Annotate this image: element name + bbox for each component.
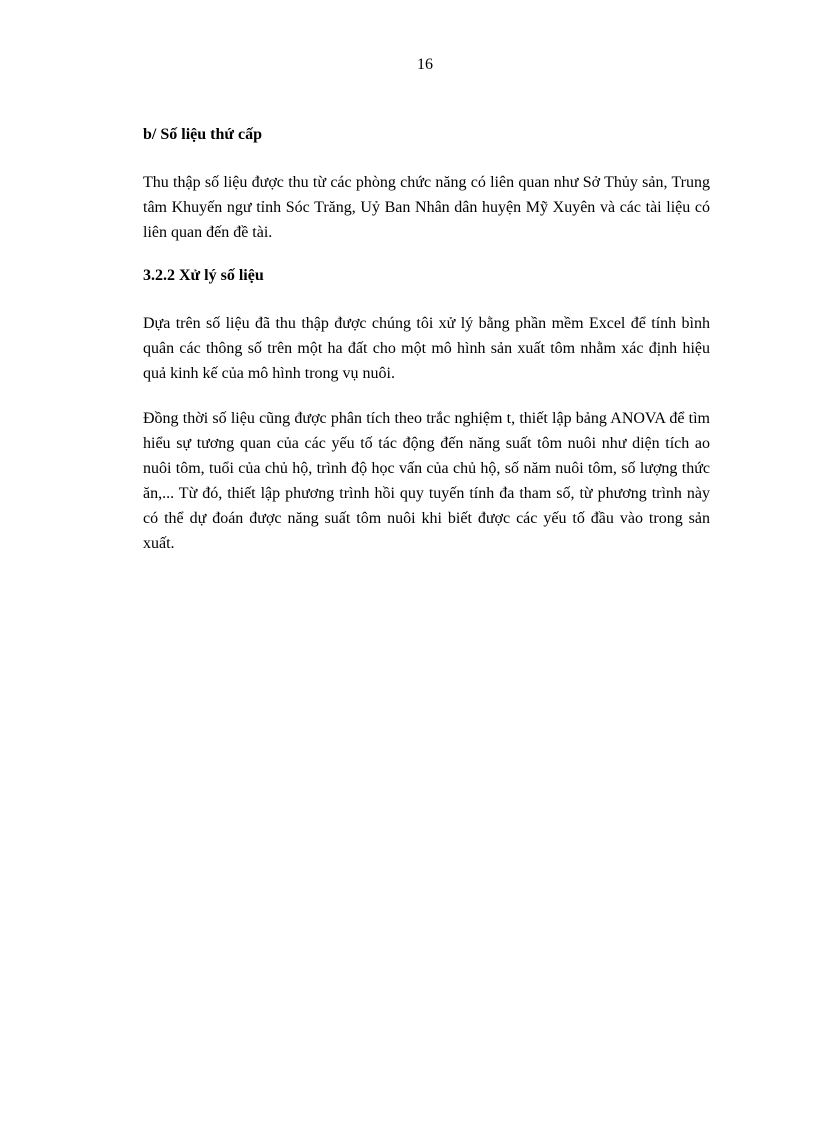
page-number: 16 [417,56,433,73]
page-content [143,124,710,576]
data-processing-paragraph-2: Đồng thời số liệu cũng được phân tích theo trắc nghiệm t, thiết lập bảng ANOVA để tìm hiểu sự tương quan của các yếu tố tác động đến năng suất tôm nuôi như diện tích ao nuôi tôm, tuổi của chủ hộ, trình độ học vấn của chủ hộ, số năm nuôi tôm, số lượng thức ăn,... Từ đó, thiết lập phương trình hồi quy tuyến tính đa tham số, từ phương trình này có thể dự đoán được năng suất tôm nuôi khi biết được các yếu tố đầu vào trong sản xuất. [143,410,710,552]
secondary-data-paragraph: Thu thập số liệu được thu từ các phòng chức năng có liên quan như Sở Thủy sản, Trung tâm Khuyến ngư tỉnh Sóc Trăng, Uỷ Ban Nhân dân huyện Mỹ Xuyên và các tài liệu có liên quan đến đề tài. [143,174,710,241]
data-processing-paragraph-1: Dựa trên số liệu đã thu thập được chúng tôi xử lý bằng phần mềm Excel để tính bình quân các thông số trên một ha đất cho một mô hình sản xuất tôm nhằm xác định hiệu quả kinh kế của mô hình trong vụ nuôi. [143,315,710,382]
data-processing-heading: 3.2.2 Xử lý số liệu [143,267,264,284]
secondary-data-heading: b/ Số liệu thứ cấp [143,126,262,143]
